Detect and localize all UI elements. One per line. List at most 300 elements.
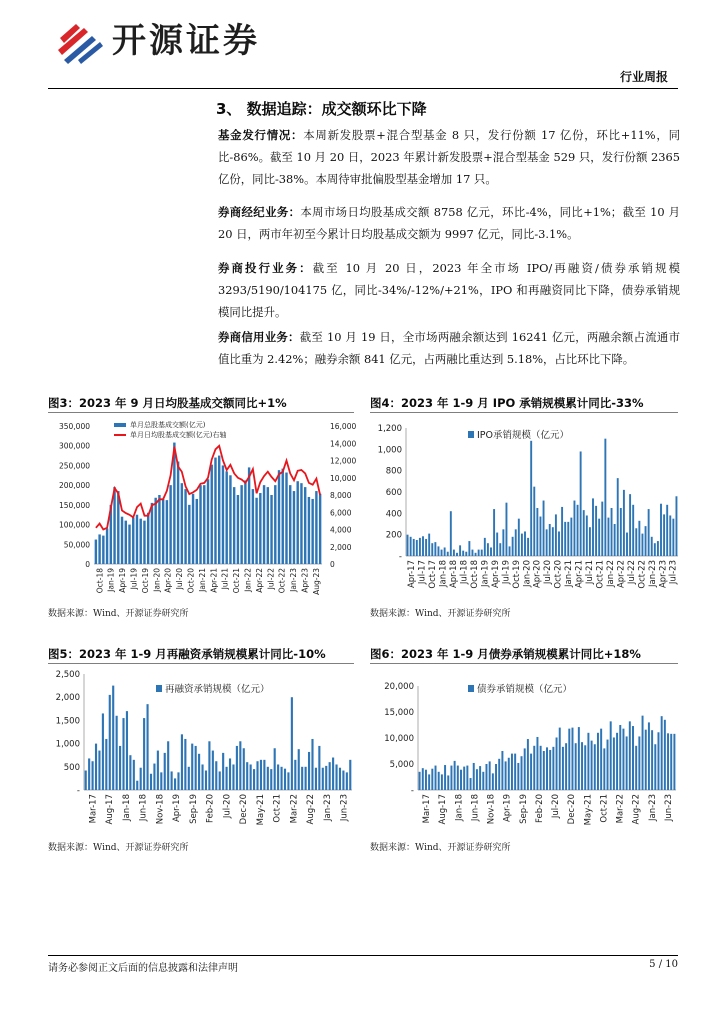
bar [263,760,265,790]
paragraph-investment-banking [218,257,680,323]
right-tick-label: 8,000 [330,491,352,500]
bar [629,494,631,556]
bar [106,529,108,564]
bar [143,718,145,790]
bar [657,541,659,556]
figure-4-source: 数据来源：Wind、开源证券研究所 [370,609,511,619]
bar [171,771,173,790]
bar [298,749,300,790]
bar [484,538,486,556]
bar [581,742,583,790]
bar [133,760,135,790]
bar [613,737,615,790]
y-tick-label: 500 [63,762,80,773]
bar [318,746,320,790]
paragraph-fund-issuance [218,124,680,190]
bar [664,720,666,790]
x-tick-label: Jul-23 [668,560,679,585]
bar [546,529,548,556]
bar [648,509,650,556]
bar [147,513,149,564]
paragraph-text: 截至 10 月 19 日，全市场两融余额达到 16241 亿元，两融余额占流通市值比重为 2.42%；融券余额 841 亿元，占两融比重达到 5.18%，占比环比下降。 [218,330,680,366]
bar [623,490,625,556]
x-tick-label: Mar-17 [422,794,433,824]
bar [346,772,348,790]
x-tick-label: Jan-23 [322,794,333,821]
bar [169,485,171,564]
bar [203,485,205,564]
x-tick-label: Apr-19 [490,560,501,589]
left-tick-label: 50,000 [63,540,90,550]
bar [543,751,545,790]
x-tick-label: Oct-21 [272,794,283,823]
bar [555,514,557,556]
bar [260,760,262,790]
bar [457,766,459,790]
bar [611,508,613,556]
bar [116,716,118,790]
bar [578,727,580,790]
x-tick-label: Apr-21 [574,560,585,589]
bar [291,697,293,790]
bar [617,478,619,556]
x-tick-label: Apr-22 [616,560,627,589]
bar [603,748,605,790]
bar [437,546,439,556]
paragraph-text: 本周市场日均股基成交额 8758 亿元，环比-4%，同比+1%；截至 10 月 20 日，两市年初至今累计日均股基成交额为 9997 亿元，同比-3.1%。 [218,205,680,241]
bar [559,728,561,790]
y-tick-label: 15,000 [384,708,414,718]
x-tick-label: May-21 [255,794,266,826]
bar [638,736,640,790]
x-tick-label: Jul-21 [220,568,230,590]
bar [177,772,179,790]
x-tick-label: Apr-18 [449,560,460,589]
bar [431,769,433,790]
x-tick-label: Aug-17 [438,794,449,825]
bar [584,745,586,790]
bar [642,716,644,790]
y-tick-label: 2,500 [55,670,80,680]
bar [413,539,415,556]
bar [122,718,124,790]
bar [158,495,160,564]
bar [561,507,563,556]
section-title: 3、 数据追踪：成交额环比下降 [216,100,427,118]
bar [419,772,421,790]
bar [604,439,606,556]
x-tick-label: Oct-21 [595,560,606,589]
chart-stock-fund-turnover [44,416,360,600]
bar [244,480,246,564]
bar [573,501,575,556]
x-tick-label: Oct-19 [511,560,522,589]
y-tick-label: - [410,786,414,796]
right-tick-label: 6,000 [330,508,352,518]
x-tick-label: Jun-18 [138,794,149,822]
paragraph-text: 截至 10 月 20 日，2023 年全市场 IPO/再融资/债券承销规模 3293/5190/104175 亿，同比-34%/-12%/+21%，IPO 和再融资同比下降，债券承销规模同比提升。 [218,261,680,319]
bar [255,498,257,564]
bar [657,732,659,790]
bar [493,509,495,556]
chart-refinancing-underwriting [44,666,360,836]
paragraph-credit [218,326,680,370]
paragraph-brokerage [218,201,680,245]
bar [285,473,287,564]
right-tick-label: 12,000 [330,456,357,466]
x-tick-label: May-21 [583,794,594,826]
bar [259,493,261,564]
x-tick-label: Jul-22 [626,560,637,585]
bar [335,764,337,790]
bar [105,739,107,790]
bar [527,538,529,556]
bar [598,519,600,556]
chart-ipo-underwriting [368,416,680,600]
bar [136,515,138,564]
bar [511,754,513,790]
bar [287,772,289,790]
x-tick-label: Jun-23 [339,794,350,822]
bar [575,743,577,790]
bar [102,713,104,790]
bar [591,741,593,790]
bar [119,746,121,790]
bar [447,552,449,556]
bar [492,773,494,790]
bar [672,519,674,556]
x-tick-label: Jan-18 [121,794,132,821]
bar [151,503,153,564]
bar [549,750,551,790]
bar [594,744,596,790]
bar [499,543,501,556]
paragraph-label: 券商经纪业务： [218,205,301,219]
y-tick-label: 600 [385,488,402,498]
x-tick-label: Nov-18 [155,794,166,825]
bar [226,767,228,790]
bar [465,552,467,556]
bar [308,497,310,564]
bar [524,748,526,790]
bar [339,768,341,790]
bar [270,495,272,564]
bar [102,536,104,564]
bar [208,741,210,790]
figure-5-rule [48,663,354,664]
x-tick-label: Apr-22 [254,568,264,593]
x-tick-label: Apr-20 [163,568,173,593]
bar [626,736,628,790]
bar [121,517,123,564]
bar [282,469,284,564]
bar [562,747,564,790]
bar [620,508,622,556]
header-divider [48,88,678,89]
x-tick-label: Aug-22 [306,794,317,825]
bar [508,758,510,790]
x-tick-label: Apr-23 [658,560,669,589]
bar [567,522,569,556]
bar [153,764,155,790]
bar [549,524,551,556]
x-tick-label: Oct-19 [140,568,150,594]
bar [225,471,227,564]
x-tick-label: Apr-19 [502,794,513,823]
bar [191,744,193,790]
bar [675,496,677,556]
bar [456,553,458,556]
bar [95,540,97,564]
bar [502,529,504,556]
bar [85,771,87,790]
bar [475,553,477,556]
bar [308,752,310,790]
figure-3-title: 图3：2023 年 9 月日均股基成交额同比+1% [48,396,287,410]
x-tick-label: Jul-22 [266,568,276,590]
bar [250,764,252,790]
bar [558,531,560,556]
bar [498,759,500,790]
bar [660,504,662,556]
x-tick-label: Apr-21 [209,568,219,593]
x-tick-label: Aug-17 [105,794,116,825]
y-tick-label: 1,000 [55,739,80,750]
x-tick-label: Aug-22 [631,794,642,825]
bar [540,746,542,790]
paragraph-label: 券商信用业务： [218,330,300,344]
bar [154,498,156,564]
bar [222,753,224,790]
bar [434,542,436,556]
bar [462,551,464,556]
bar [263,485,265,564]
bar [444,765,446,790]
bar [305,767,307,790]
bar [181,734,183,790]
x-tick-label: Jan-19 [106,568,116,592]
paragraph-label: 基金发行情况： [218,128,304,142]
bar [466,766,468,790]
bar [435,766,437,790]
x-tick-label: Jan-18 [438,560,449,587]
report-type-tag: 行业周报 [619,70,668,84]
bar [188,767,190,790]
x-tick-label: Mar-22 [615,794,626,824]
bar [641,534,643,556]
bar [518,519,520,556]
bar [648,722,650,790]
bar [146,704,148,790]
bar [173,443,175,564]
bar [635,746,637,790]
bar [278,470,280,564]
x-tick-label: Oct-22 [637,560,648,589]
bar [319,494,321,564]
x-tick-label: Jan-20 [522,560,533,587]
y-tick-label: 2,000 [55,693,80,704]
x-tick-label: Apr-20 [532,560,543,589]
bar [669,515,671,556]
chart-bond-underwriting [368,666,680,836]
bar [489,761,491,790]
bar [470,778,472,790]
bar [196,499,198,564]
bar [570,518,572,556]
page-number: 5 / 10 [649,959,678,970]
x-tick-label: Jan-23 [289,568,299,592]
bar [661,716,663,790]
bar [459,545,461,556]
bar [428,774,430,790]
x-tick-label: Dec-20 [567,794,578,825]
right-tick-label: 0 [330,560,335,569]
bar [195,746,197,790]
bar [481,550,483,556]
bar [95,744,97,790]
bar [546,747,548,790]
left-tick-label: 100,000 [58,520,90,530]
bar [140,519,142,564]
bar [460,770,462,790]
bar [441,774,443,790]
bar [447,775,449,790]
x-tick-label: Jul-20 [175,568,185,590]
bar [453,550,455,556]
bar [212,751,214,790]
bar [218,456,220,564]
bar [280,767,282,790]
bar [422,536,424,556]
x-tick-label: Jun-23 [663,794,674,822]
bar [236,746,238,790]
bar [536,737,538,790]
legend-swatch [468,431,474,438]
bar [315,491,317,564]
bar [468,541,470,556]
bar [267,487,269,564]
bar [301,767,303,790]
bar [243,748,245,790]
bar [622,729,624,790]
bar [132,517,134,564]
legend-label-line: 单月日均股基成交额(亿元)右轴 [130,431,227,439]
bar [654,543,656,556]
bar [425,539,427,556]
bar [479,766,481,790]
x-tick-label: Feb-20 [534,794,545,823]
bar [237,495,239,564]
x-tick-label: Nov-18 [486,794,497,825]
bar [444,547,446,556]
x-tick-label: Oct-17 [428,560,439,589]
right-tick-label: 10,000 [330,473,357,483]
x-tick-label: Apr-19 [118,568,128,593]
x-tick-label: Mar-17 [88,794,99,824]
bar [527,739,529,790]
bar [632,726,634,790]
bar [233,487,235,564]
x-tick-label: Apr-23 [300,568,310,593]
figure-3-source: 数据来源：Wind、开源证券研究所 [48,609,189,619]
bar [315,768,317,790]
bar [199,485,201,564]
bar [496,533,498,556]
bar [332,758,334,790]
x-tick-label: Apr-17 [407,560,418,589]
x-tick-label: Mar-22 [289,794,300,824]
bar [201,764,203,790]
bar [181,483,183,564]
bar [635,528,637,556]
x-tick-label: Jan-20 [152,568,162,592]
bar [431,543,433,556]
figure-4-rule [370,412,678,413]
bar [112,686,114,790]
bar [207,479,209,564]
bar [565,743,567,790]
bar [322,768,324,790]
bar [619,725,621,790]
x-tick-label: Jul-21 [585,560,596,585]
figure-6-title: 图6：2023 年 1-9 月债券承销规模累计同比+18% [370,647,641,661]
bar [419,538,421,556]
bar [626,533,628,556]
bar [304,487,306,564]
bar [580,451,582,556]
bar [164,753,166,790]
x-tick-label: Dec-20 [239,794,250,825]
bar [277,764,279,790]
bar [289,485,291,564]
bar [666,505,668,556]
bar [162,499,164,564]
y-tick-label: 5,000 [389,760,414,770]
x-tick-label: Feb-20 [205,794,216,823]
bar [296,481,298,564]
bar [524,531,526,556]
bar [597,733,599,790]
bar [410,537,412,556]
figure-5-source: 数据来源：Wind、开源证券研究所 [48,843,189,853]
x-tick-label: Jan-21 [564,560,575,587]
bar [654,744,656,790]
bar [571,728,573,790]
bar [129,755,131,790]
bar [476,769,478,790]
bar [509,546,511,556]
logo-mark-icon [54,16,110,66]
bar [533,746,535,790]
bar [98,751,100,790]
x-tick-label: Aug-23 [311,568,321,595]
bar [632,505,634,556]
bar [422,768,424,790]
y-tick-label: - [76,786,80,796]
bar [564,522,566,556]
x-tick-label: Jan-21 [197,568,207,592]
bar [450,766,452,790]
x-tick-label: Jul-19 [129,568,139,590]
bar [616,733,618,790]
bar [514,754,516,790]
bar [614,524,616,556]
x-tick-label: Oct-18 [469,560,480,589]
bar [482,772,484,790]
bar [188,505,190,564]
bar [471,550,473,556]
x-tick-label: Jan-22 [605,560,616,587]
